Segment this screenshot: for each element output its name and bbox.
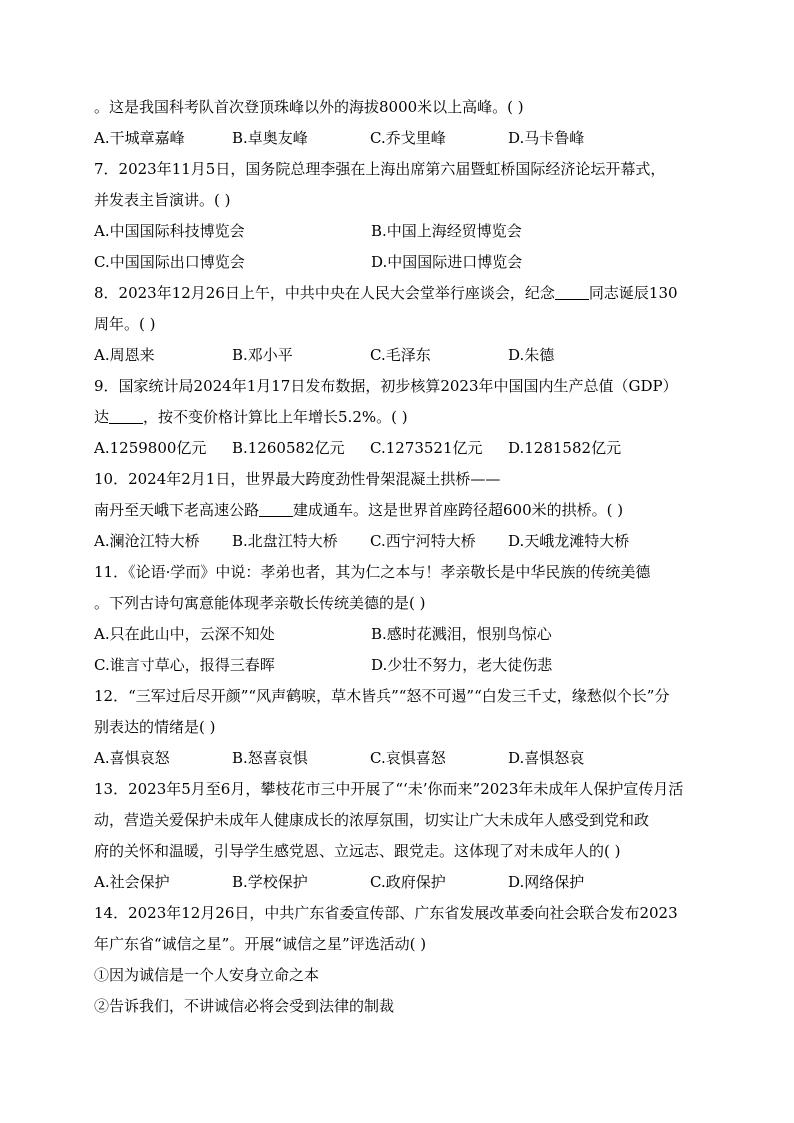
q10-option-d[interactable]: D.天峨龙滩特大桥 <box>508 532 630 550</box>
q7-options-row2 <box>94 247 704 278</box>
q11-option-c[interactable]: C.谁言寸草心，报得三春晖 <box>94 656 275 674</box>
q12-stem-line2: 别表达的情绪是( ) <box>94 718 216 736</box>
q11-options-row1 <box>94 619 704 650</box>
q12-option-b[interactable]: B.怒喜哀惧 <box>232 749 308 767</box>
q14-item-2: ②告诉我们，不讲诚信必将会受到法律的制裁 <box>94 997 395 1015</box>
q12-option-d[interactable]: D.喜惧怒哀 <box>508 749 585 767</box>
q8-stem-post: 同志诞辰130 <box>588 284 678 302</box>
q9-stem-line2 <box>94 402 704 433</box>
q10-stem-post: 建成通车。这是世界首座跨径超600米的拱桥。( ) <box>293 501 624 519</box>
q7-option-b[interactable]: B.中国上海经贸博览会 <box>371 222 522 240</box>
q13-option-a[interactable]: A.社会保护 <box>94 873 170 891</box>
q13-stem-line2: 动，营造关爱保护未成年人健康成长的浓厚氛围，切实让广大未成年人感受到党和政 <box>94 811 650 829</box>
q6-options <box>94 123 704 154</box>
q8-stem-line2: 周年。( ) <box>94 315 156 333</box>
q11-option-d[interactable]: D.少壮不努力，老大徒伤悲 <box>371 656 553 674</box>
q9-stem-pre: 达 <box>94 408 110 426</box>
q11-option-b[interactable]: B.感时花溅泪，恨别鸟惊心 <box>371 625 552 643</box>
q12-option-c[interactable]: C.哀惧喜怒 <box>370 749 446 767</box>
q6-option-a[interactable]: A.干城章嘉峰 <box>94 129 185 147</box>
q8-option-a[interactable]: A.周恩来 <box>94 346 155 364</box>
q14-item-1: ①因为诚信是一个人安身立命之本 <box>94 966 320 984</box>
q7-stem-line1: 7．2023年11月5日，国务院总理李强在上海出席第六届暨虹桥国际经济论坛开幕式， <box>94 160 666 178</box>
q14-stem-line1: 14．2023年12月26日，中共广东省委宣传部、广东省发展改革委向社会联合发布2023 <box>94 904 678 922</box>
q9-stem-post: ，按不变价格计算比上年增长5.2%。( ) <box>143 408 408 426</box>
q10-stem-line1: 10．2024年2月1日，世界最大跨度劲性骨架混凝土拱桥—— <box>94 470 501 488</box>
q10-stem-line2 <box>94 495 704 526</box>
q6-option-d[interactable]: D.马卡鲁峰 <box>508 129 585 147</box>
q10-options <box>94 526 704 557</box>
q7-options-row1 <box>94 216 704 247</box>
q9-option-c[interactable]: C.1273521亿元 <box>370 439 483 457</box>
q10-stem-pre: 南丹至天峨下老高速公路 <box>94 501 260 519</box>
q7-stem-line2: 并发表主旨演讲。( ) <box>94 191 231 209</box>
q11-options-row2 <box>94 650 704 681</box>
q8-option-b[interactable]: B.邓小平 <box>232 346 293 364</box>
q8-stem-line1 <box>94 278 704 309</box>
q13-options <box>94 867 704 898</box>
q6-option-b[interactable]: B.卓奥友峰 <box>232 129 308 147</box>
q8-option-d[interactable]: D.朱德 <box>508 346 555 364</box>
q10-blank <box>259 501 293 517</box>
q8-option-c[interactable]: C.毛泽东 <box>370 346 431 364</box>
q9-stem-line1: 9．国家统计局2024年1月17日发布数据，初步核算2023年中国国内生产总值（GDP） <box>94 377 678 395</box>
q9-option-a[interactable]: A.1259800亿元 <box>94 439 207 457</box>
q6-stem-tail: 。这是我国科考队首次登顶珠峰以外的海拔8000米以上高峰。( ) <box>94 98 524 116</box>
q13-option-b[interactable]: B.学校保护 <box>232 873 308 891</box>
q13-stem-line1: 13．2023年5月至6月，攀枝花市三中开展了“‘未’你而来”2023年未成年人保护宣传月活 <box>94 780 684 798</box>
q13-stem-line3: 府的关怀和温暖，引导学生感党恩、立远志、跟党走。这体现了对未成年人的( ) <box>94 842 621 860</box>
q11-option-a[interactable]: A.只在此山中，云深不知处 <box>94 625 275 643</box>
q7-option-d[interactable]: D.中国国际进口博览会 <box>371 253 523 271</box>
q10-option-a[interactable]: A.澜沧江特大桥 <box>94 532 200 550</box>
q8-options <box>94 340 704 371</box>
q9-option-b[interactable]: B.1260582亿元 <box>232 439 345 457</box>
q12-option-a[interactable]: A.喜惧哀怒 <box>94 749 170 767</box>
q9-blank <box>109 408 143 424</box>
exam-page <box>94 92 704 1022</box>
q7-option-c[interactable]: C.中国国际出口博览会 <box>94 253 245 271</box>
q11-stem-line2: 。下列古诗句寓意能体现孝亲敬长传统美德的是( ) <box>94 594 426 612</box>
q11-stem-line1: 11．《论语·学而》中说：孝弟也者，其为仁之本与！孝亲敬长是中华民族的传统美德 <box>94 563 651 581</box>
q13-option-c[interactable]: C.政府保护 <box>370 873 446 891</box>
q10-option-c[interactable]: C.西宁河特大桥 <box>370 532 476 550</box>
q13-option-d[interactable]: D.网络保护 <box>508 873 585 891</box>
q12-options <box>94 743 704 774</box>
q14-stem-line2: 年广东省“诚信之星”。开展“诚信之星”评选活动( ) <box>94 935 427 953</box>
q9-option-d[interactable]: D.1281582亿元 <box>508 439 622 457</box>
q10-option-b[interactable]: B.北盘江特大桥 <box>232 532 338 550</box>
q12-stem-line1: 12．“三军过后尽开颜”“风声鹤唳，草木皆兵”“怒不可遏”“白发三千丈，缘愁似个长”分 <box>94 687 670 705</box>
q7-option-a[interactable]: A.中国国际科技博览会 <box>94 222 245 240</box>
q8-blank <box>555 284 589 300</box>
q8-stem-pre: 8．2023年12月26日上午，中共中央在人民大会堂举行座谈会，纪念 <box>94 284 555 302</box>
q6-option-c[interactable]: C.乔戈里峰 <box>370 129 446 147</box>
q9-options <box>94 433 704 464</box>
